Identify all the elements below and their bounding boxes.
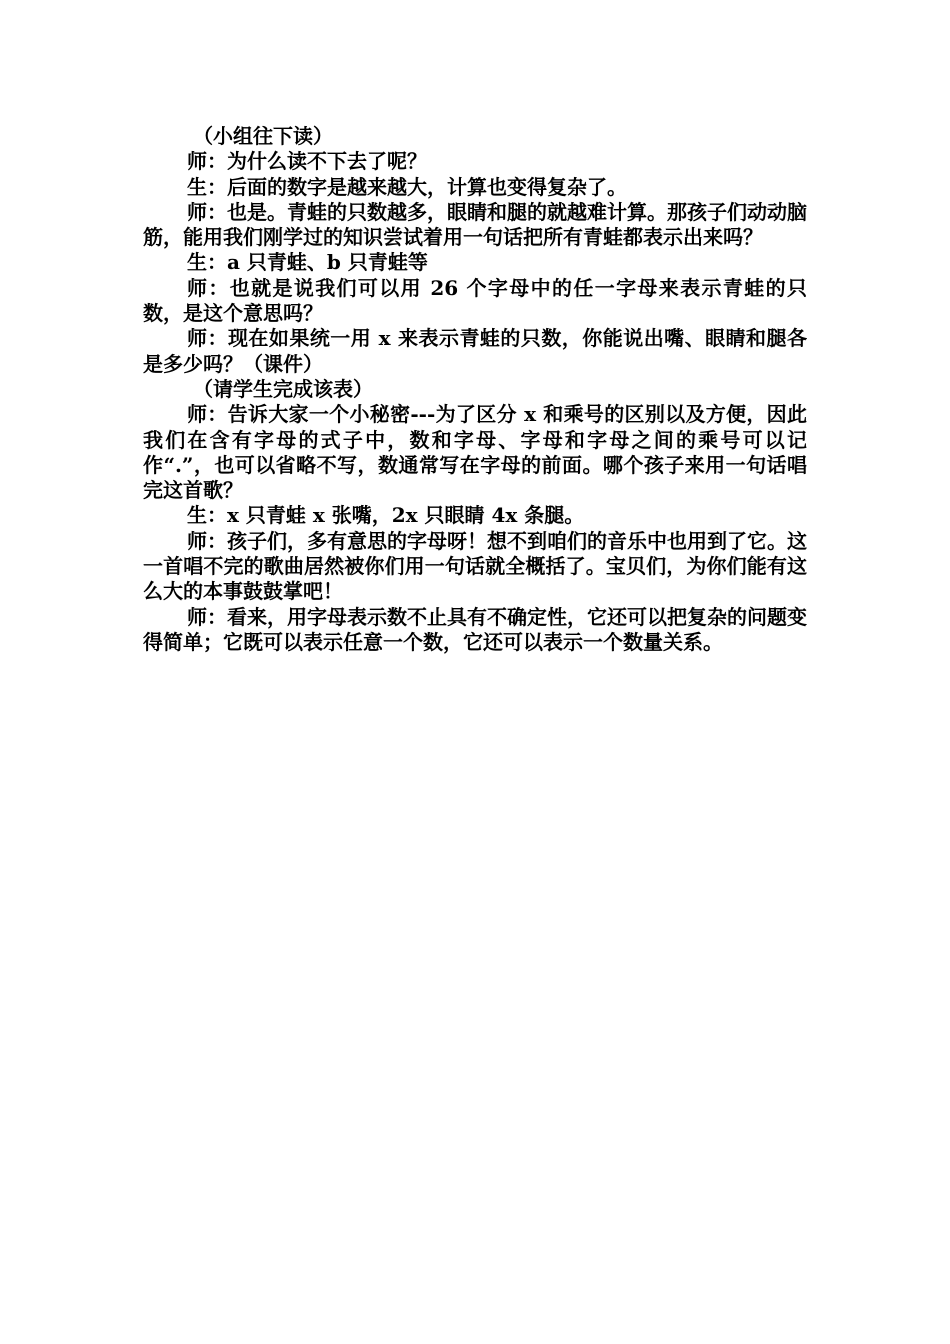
teacher-line: 师：看来，用字母表示数不止具有不确定性，它还可以把复杂的问题变得简单；它既可以表示任意一个数，它还可以表示一个数量关系。 bbox=[143, 604, 807, 654]
teacher-line: 师：也就是说我们可以用 26 个字母中的任一字母来表示青蛙的只数，是这个意思吗？ bbox=[143, 275, 807, 326]
student-line: 生：a 只青蛙、b 只青蛙等 bbox=[187, 250, 428, 275]
stage-direction-group-reading: （小组往下读） bbox=[193, 124, 333, 148]
teacher-line: 师：孩子们，多有意思的字母呀！想不到咱们的音乐中也用到了它。这一首唱不完的歌曲居然被你们用一句话就全概括了。宝贝们，为你们能有这么大的本事鼓鼓掌吧！ bbox=[143, 528, 807, 604]
teacher-line: 师：现在如果统一用 x 来表示青蛙的只数，你能说出嘴、眼睛和腿各是多少吗？（课件） bbox=[143, 326, 807, 376]
stage-direction-complete-table: （请学生完成该表） bbox=[193, 376, 373, 401]
document-body bbox=[143, 124, 807, 655]
teacher-line: 师：为什么读不下去了呢？ bbox=[187, 149, 427, 174]
teacher-line: 师：也是。青蛙的只数越多，眼睛和腿的就越难计算。那孩子们动动脑筋，能用我们刚学过的知识尝试着用一句话把所有青蛙都表示出来吗？ bbox=[143, 199, 807, 250]
student-line: 生：x 只青蛙 x 张嘴，2x 只眼睛 4x 条腿。 bbox=[187, 503, 585, 528]
student-line: 生：后面的数字是越来越大，计算也变得复杂了。 bbox=[187, 174, 627, 199]
teacher-line: 师：告诉大家一个小秘密---为了区分 x 和乘号的区别以及方便，因此我们在含有字母的式子中，数和字母、字母和字母之间的乘号可以记作“.”，也可以省略不写，数通常写在字母的前面。哪个孩子来用一句话唱完这首歌？ bbox=[143, 402, 807, 503]
